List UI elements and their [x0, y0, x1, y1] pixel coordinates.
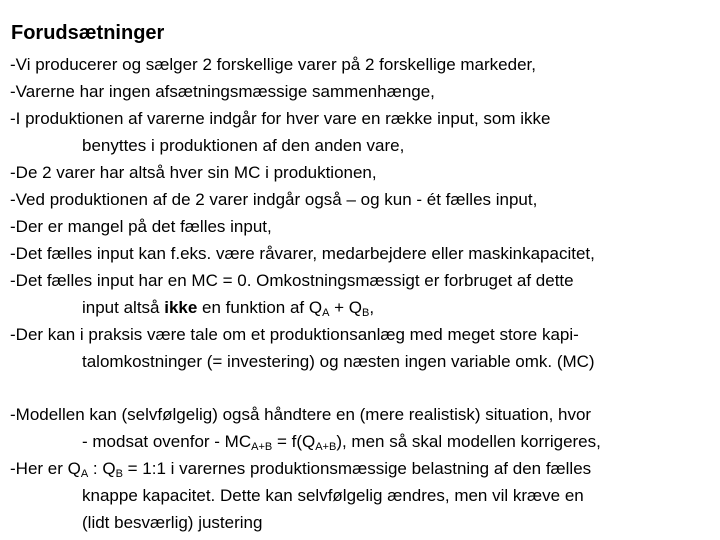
bullet-line-8-continued	[82, 298, 374, 318]
bullet-line-3: -I produktionen af varerne indgår for hver vare en række input, som ikke	[10, 109, 551, 128]
bullet-line-2: -Varerne har ingen afsætningsmæssige sammenhænge,	[10, 82, 435, 101]
text-segment: = f(Q	[272, 432, 316, 451]
text-segment: - modsat ovenfor - MC	[82, 432, 252, 451]
bullet-line-6: -Der er mangel på det fælles input,	[10, 217, 272, 236]
bullet-line-9: -Der kan i praksis være tale om et produktionsanlæg med meget store kapi-	[10, 325, 579, 344]
text-segment: : Q	[88, 459, 116, 478]
slide-title: Forudsætninger	[11, 22, 165, 44]
bullet-line-3-continued: benyttes i produktionen af den anden vare,	[82, 136, 405, 155]
bullet-line-10: -Modellen kan (selvfølgelig) også håndtere en (mere realistisk) situation, hvor	[10, 405, 592, 424]
bullet-line-11	[10, 459, 591, 479]
bullet-line-11-continued-2: (lidt besværlig) justering	[82, 513, 263, 532]
bullet-line-1: -Vi producerer og sælger 2 forskellige varer på 2 forskellige markeder,	[10, 55, 536, 74]
text-segment: en funktion af Q	[197, 298, 323, 317]
bullet-line-7: -Det fælles input kan f.eks. være råvarer, medarbejdere eller maskinkapacitet,	[10, 244, 595, 263]
bullet-line-11-continued: knappe kapacitet. Dette kan selvfølgelig ændres, men vil kræve en	[82, 486, 584, 505]
text-segment: input altså	[82, 298, 165, 317]
subscript: A	[80, 468, 89, 480]
bullet-line-8: -Det fælles input har en MC = 0. Omkostningsmæssigt er forbruget af dette	[10, 271, 574, 290]
subscript: A	[322, 307, 330, 319]
subscript: B	[115, 468, 123, 480]
bullet-line-10-continued	[82, 432, 601, 452]
bullet-line-9-continued: talomkostninger (= investering) og næsten ingen variable omk. (MC)	[82, 352, 595, 371]
subscript: A+B	[315, 441, 337, 453]
text-segment: ,	[369, 298, 375, 317]
text-segment: ), men så skal modellen korrigeres,	[336, 432, 601, 451]
bullet-line-5: -Ved produktionen af de 2 varer indgår også – og kun - ét fælles input,	[10, 190, 538, 209]
text-segment: = 1:1 i varernes produktionsmæssige belastning af den fælles	[122, 459, 592, 478]
bold-emphasis: ikke	[164, 298, 198, 317]
text-segment: -Her er Q	[10, 459, 81, 478]
text-segment: + Q	[329, 298, 363, 317]
bullet-line-4: -De 2 varer har altså hver sin MC i produktionen,	[10, 163, 377, 182]
subscript: B	[362, 307, 370, 319]
subscript: A+B	[251, 441, 273, 453]
